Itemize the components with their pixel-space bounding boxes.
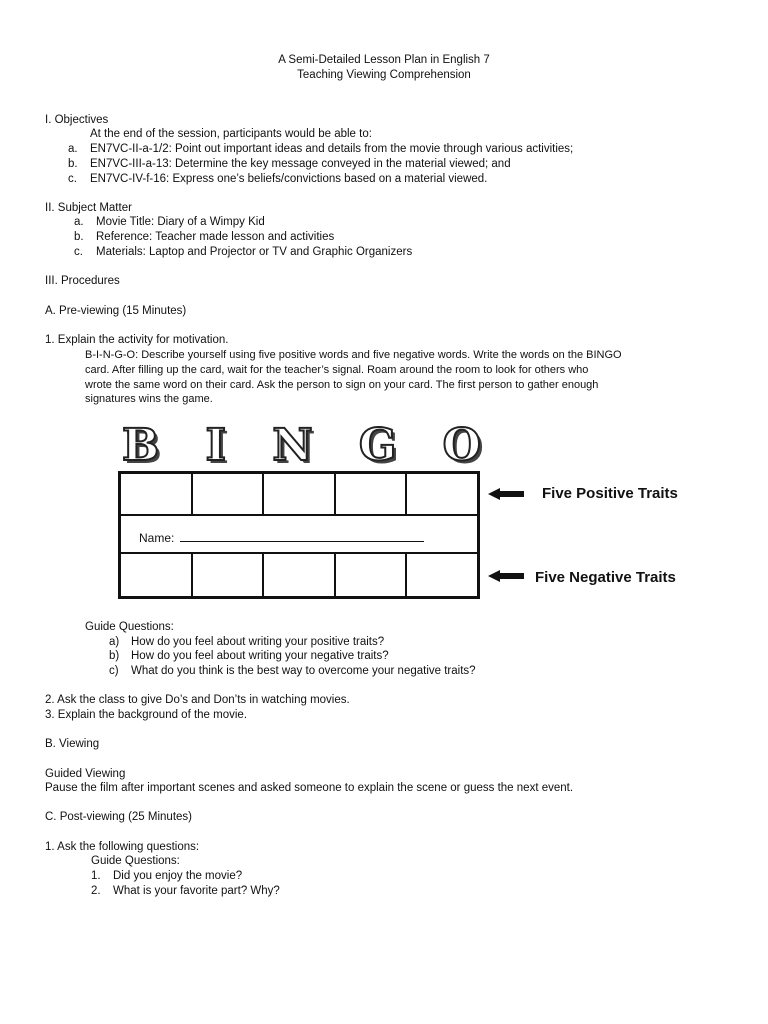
objective-item-b: EN7VC-III-a-13: Determine the key message conveyed in the material viewed; and [90,158,511,170]
subject-marker-b: b. [74,231,84,243]
guided-viewing-subheading: Guided Viewing [45,768,126,780]
guide-question-b: How do you feel about writing your negative traits? [131,650,389,662]
negative-traits-label: Five Negative Traits [535,569,676,586]
document-title: A Semi-Detailed Lesson Plan in English 7 [278,54,490,66]
subject-item-c: Materials: Laptop and Projector or TV and Graphic Organizers [96,246,413,258]
subject-item-b: Reference: Teacher made lesson and activities [96,231,335,243]
name-label: Name: [139,531,175,545]
bingo-cell [407,554,477,596]
bingo-cell [264,554,336,596]
bingo-letter-g: G [358,420,398,471]
bingo-instructions-line-2: card. After filling up the card, wait for the teacher’s signal. Roam around the room to look for others who [85,364,589,376]
post-guide-questions-heading: Guide Questions: [91,855,180,867]
objectives-intro: At the end of the session, participants would be able to: [90,128,372,140]
positive-traits-label: Five Positive Traits [542,485,678,502]
bingo-letter-n: N [272,420,314,471]
bingo-instructions-line-1 [85,348,622,363]
pre-viewing-step-3: 3. Explain the background of the movie. [45,709,248,721]
guide-question-marker-b: b) [109,650,120,662]
bingo-letter-i: I [205,420,228,471]
arrow-left-icon [488,488,524,500]
bingo-instructions-line-3: wrote the same word on their card. Ask the person to sign on your card. The first person to gather enough [85,379,599,391]
subject-item-a: Movie Title: Diary of a Wimpy Kid [96,216,265,228]
negative-traits-row [121,552,477,596]
objectives-heading: I. Objectives [45,114,109,126]
pre-viewing-step-2: 2. Ask the class to give Do’s and Don’ts in watching movies. [45,694,350,706]
post-question-marker-1: 1. [91,870,101,882]
viewing-heading: B. Viewing [45,738,100,750]
bingo-cell [336,554,408,596]
objective-marker-b: b. [68,158,78,170]
post-question-marker-2: 2. [91,885,101,897]
subject-marker-a: a. [74,216,84,228]
bingo-letter-b: B [122,420,161,471]
bingo-cell [121,554,193,596]
procedures-heading: III. Procedures [45,275,120,287]
objective-item-a: EN7VC-II-a-1/2: Point out important ideas and details from the movie through various activities; [90,143,574,155]
guide-question-a: How do you feel about writing your positive traits? [131,636,385,648]
bingo-cell [193,474,265,514]
objective-marker-a: a. [68,143,78,155]
subject-marker-c: c. [74,246,83,258]
bingo-label: B-I-N-G-O: [85,349,139,361]
guide-question-marker-a: a) [109,636,120,648]
bingo-letter-o: O [442,420,482,471]
post-viewing-heading: C. Post-viewing (25 Minutes) [45,811,192,823]
positive-traits-row [121,474,477,516]
bingo-instructions-text: Describe yourself using five positive words and five negative words. Write the words on the BINGO [141,349,622,361]
name-field [139,530,424,546]
pre-viewing-heading: A. Pre-viewing (15 Minutes) [45,305,187,317]
post-viewing-step-1: 1. Ask the following questions: [45,841,200,853]
guide-question-c: What do you think is the best way to overcome your negative traits? [131,665,476,677]
guide-question-marker-c: c) [109,665,119,677]
post-question-2: What is your favorite part? Why? [113,885,280,897]
subject-matter-heading: II. Subject Matter [45,202,132,214]
bingo-cell [193,554,265,596]
bingo-cell [336,474,408,514]
objective-marker-c: c. [68,173,77,185]
bingo-cell [407,474,477,514]
pre-viewing-step-1: 1. Explain the activity for motivation. [45,334,229,346]
bingo-cell [121,474,193,514]
document-subtitle: Teaching Viewing Comprehension [297,69,471,81]
guided-viewing-text: Pause the film after important scenes and asked someone to explain the scene or guess the next event. [45,782,574,794]
bingo-instructions-line-4: signatures wins the game. [85,393,213,405]
post-question-1: Did you enjoy the movie? [113,870,243,882]
bingo-title-graphic [122,420,482,471]
bingo-card [118,471,480,599]
objective-item-c: EN7VC-IV-f-16: Express one’s beliefs/convictions based on a material viewed. [90,173,488,185]
guide-questions-heading: Guide Questions: [85,621,174,633]
bingo-cell [264,474,336,514]
arrow-left-icon [488,570,524,582]
name-line [180,530,424,542]
